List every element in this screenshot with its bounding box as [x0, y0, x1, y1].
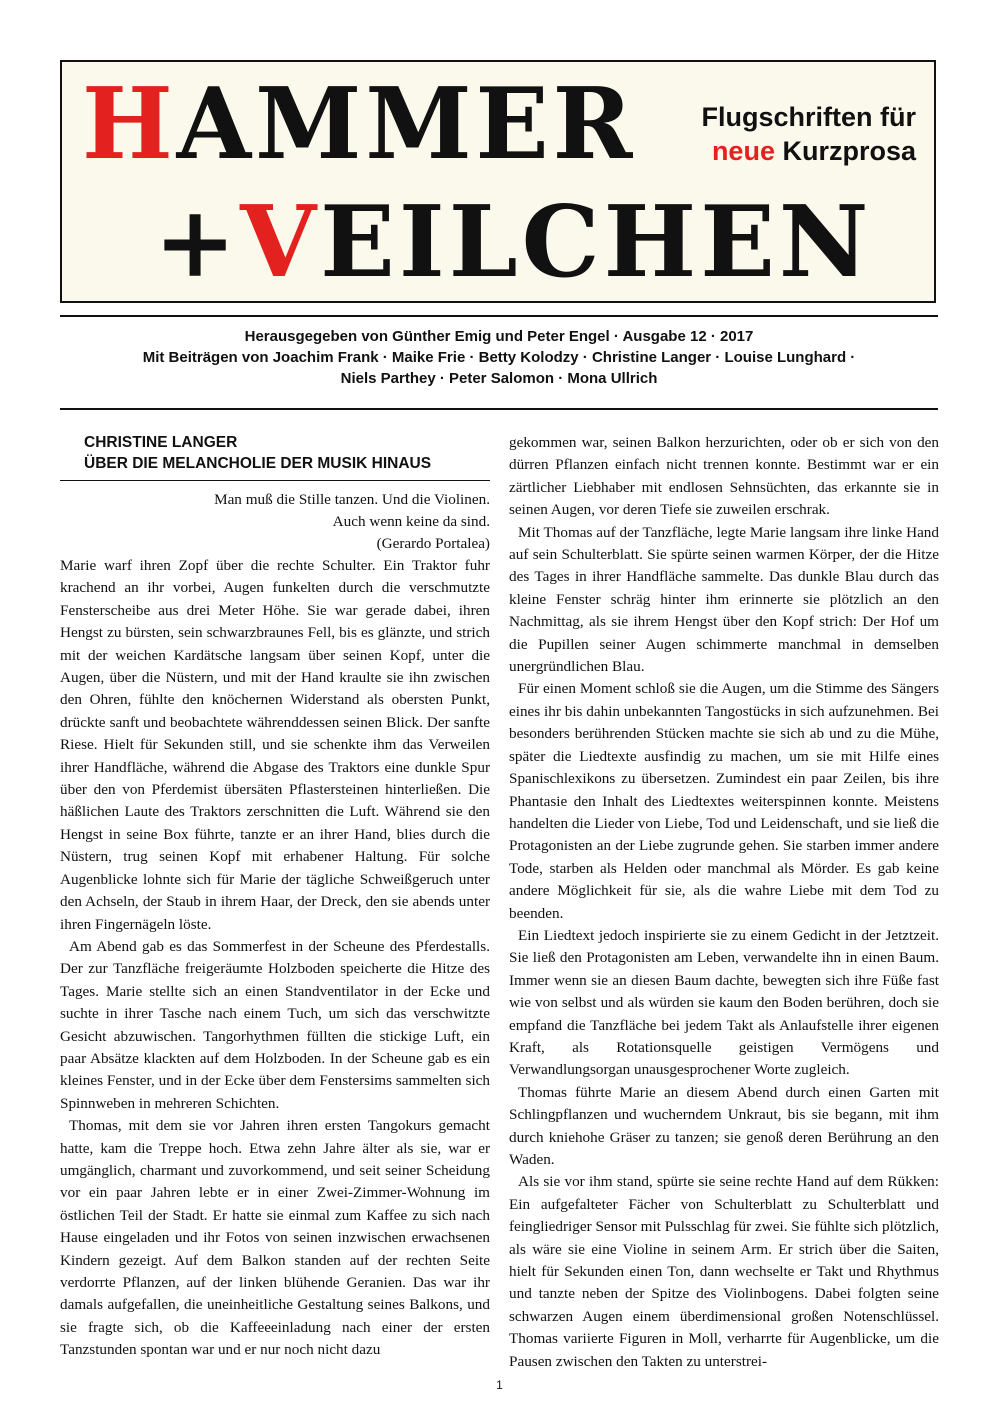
article-column-right: [509, 432, 939, 1373]
paragraph: Thomas, mit dem sie vor Jahren ihren ersten Tangokurs gemacht hatte, kam die Treppe hoch. Etwa zehn Jahre älter als sie, war er umgänglich, charmant und zuvorkommend, und seit seiner Scheidung vor ein paar Jahren lebte er in einer Zwei-Zimmer-Wohnung im östlichen Teil der Stadt. Er hatte sie einmal zum Kaffee zu sich nach Hause eingeladen und ihr Fotos von seinen inzwischen erwachsenen Kindern gezeigt. Auf dem Balkon standen auf der rechten Seite verdorrte Pflanzen, auf der linken blühende Geranien. Das war ihr damals aufgefallen, die uneinheitliche Gestaltung seines Balkons, und sie fragte sich, ob die Kaffeeeinladung nach einer der ersten Tanzstunden spontan war und er nur noch nicht dazu: [60, 1117, 490, 1359]
epigraph: Man muß die Stille tanzen. Und die Violinen. Auch wenn keine da sind. (Gerardo Portalea): [214, 491, 490, 552]
masthead-banner: [60, 60, 936, 303]
paragraph: Für einen Moment schloß sie die Augen, um die Stimme des Sängers eines ihr bis dahin unbekannten Tangostücks in sich aufzunehmen. Bei besonders berührenden Stücken machte sie sich ab und zu die Mühe, später die Liedtexte ausfindig zu machen, um sie mit Hilfe eines Spanischlexikons zu übersetzen. Zumindest ein paar Zeilen, bis ihre Phantasie den Inhalt des Liedtextes weiterspinnen konnte. Meistens handelten die Lieder von Liebe, Tod und Leidenschaft, und sie ließ die Protagonisten an der Liebe zugrunde gehen. Sie starben immer andere Tode, starben als Helden oder manchmal als Mörder. Es gab keine andere Möglichkeit für sie, als die wahre Liebe mit dem Tod zu beenden.: [509, 680, 939, 922]
masthead-title-veilchen: +VEILCHEN: [154, 185, 873, 300]
article-author: CHRISTINE LANGER: [84, 434, 238, 451]
masthead-tagline: Flugschriften für neue Kurzprosa: [701, 102, 916, 166]
article-column-left: [60, 432, 490, 1362]
article-title: ÜBER DIE MELANCHOLIE DER MUSIK HINAUS: [84, 455, 432, 472]
heading-underline: [60, 480, 490, 481]
paragraph: Thomas führte Marie an diesem Abend durch einen Garten mit Schlingpflanzen und wucherndem Unkraut, bis sie begann, mit ihm durch kniehohe Gräser zu tanzen; sie genoß deren Berührung an den Waden.: [509, 1083, 939, 1168]
editor-credits: Herausgegeben von Günther Emig und Peter Engel · Ausgabe 12 · 2017 Mit Beiträgen von Joachim Frank · Maike Frie · Betty Kolodzy · Christine Langer · Louise Lunghard · Niels Parthey · Peter Salomon · Mona Ullrich: [142, 328, 856, 387]
masthead-title-hammer: HAMMER: [82, 67, 637, 182]
header-divider: [60, 315, 938, 317]
paragraph: Mit Thomas auf der Tanzfläche, legte Marie langsam ihre linke Hand auf sein Schulterblatt. Sie spürte seinen warmen Körper, der die Hitze des Tages in ihrer Handfläche sammelte. Das dunkle Blau durch das kleine Fenster schräg hinter ihm erinnerte sie plötzlich an den Nachmittag, als sie ihrem Hengst über den Kopf strich: Der Hof um die Pupillen seiner Augen schimmerte manchmal in demselben unergründlichen Blau.: [509, 523, 939, 676]
paragraph: Ein Liedtext jedoch inspirierte sie zu einem Gedicht in der Jetztzeit. Sie ließ den Protagonisten am Leben, verwandelte ihn in einen Baum. Immer wenn sie an diesen Baum dachte, bewegten sich ihre Füße fast wie von selbst und als würden sie kaum den Boden berühren, doch sie empfand die Tanzfläche bei jedem Takt als Anlaufstelle ihrer eigenen Kraft, als Rotationsquelle geistigen Vermögens und Verwandlungsorgan unausgesprochener Worte zugleich.: [509, 926, 939, 1079]
section-divider: [60, 408, 938, 410]
article-heading: [60, 432, 490, 474]
paragraph: Marie warf ihren Zopf über die rechte Schulter. Ein Traktor fuhr krachend an ihr vorbei, Augen funkelten durch die verschmutzte Fensterscheibe aus drei Meter Höhe. Sie war gerade dabei, ihren Hengst zu bürsten, sein schwarzbraunes Fell, bis es glänzte, und strich mit der weichen Kardätsche langsam über seinen Kopf, unter die Augen, über die Nüstern, und mit der Hand kraulte sie ihn zwischen den Ohren, fühlte den knöchernen Widerstand als obersten Punkt, drückte sanft und beobachtete währenddessen seinen Blick. Der sanfte Riese. Hielt für Sekunden still, und sie schenkte ihm das Verweilen ihrer Handfläche, während die Abgase des Traktors eine dunkle Spur über den von Pferdemist übersäten Pflastersteinen hinterließen. Die häßlichen Laute des Traktors zerschnitten die Luft. Während sie den Hengst in seine Box führte, tanzte er an ihrer Hand, blies durch die Nüstern, trug seinen Kopf mit erhabener Haltung. Für solche Augenblicke lohnte sich für Marie der tägliche Schweißgeruch unter den Achseln, der Staub in ihrem Haar, der Dreck, den sie abends unter ihren Fingernägeln löste.: [60, 557, 490, 933]
paragraph: gekommen war, seinen Balkon herzurichten, oder ob er sich von den dürren Pflanzen einfach nicht trennen konnte. Bestimmt war er ein zärtlicher Liebhaber mit endlosen Sehnsüchten, das erkannte sie in seinen Augen, vor deren Tiefe sie zuweilen erschrak.: [509, 434, 939, 519]
page-number: 1: [496, 1378, 503, 1392]
paragraph: Als sie vor ihm stand, spürte sie seine rechte Hand auf dem Rükken: Ein aufgefalteter Fächer von Schulterblatt zu Schulterblatt und feingliedriger Sensor mit Pulsschlag für zwei. Sie fühlte sich plötzlich, als wäre sie eine Violine in seinem Arm. Er strich über die Saiten, hielt für Sekunden einen Ton, dann wechselte er Takt und Rhythmus und tanzte neben der Spitze des Violinbogens. Dabei folgten seine schwarzen Augen einem überdimensional großen Notenschlüssel. Thomas variierte Figuren in Moll, verharrte für Augenblicke, um die Pausen zwischen den Takten zu unterstrei-: [509, 1173, 939, 1370]
paragraph: Am Abend gab es das Sommerfest in der Scheune des Pferdestalls. Der zur Tanzfläche freigeräumte Holzboden speicherte die Hitze des Tages. Marie stellte sich an einen Standventilator in der Ecke und suchte in ihrer Tasche nach einem Tuch, um sich das verschwitzte Gesicht abzuwischen. Tangorhythmen füllten die stickige Luft, ein paar Absätze klackten auf dem Holzboden. In der Scheune gab es ein kleines Fenster, und in der Ecke über dem Fenstersims sammelten sich Spinnweben in mehreren Schichten.: [60, 937, 490, 1112]
